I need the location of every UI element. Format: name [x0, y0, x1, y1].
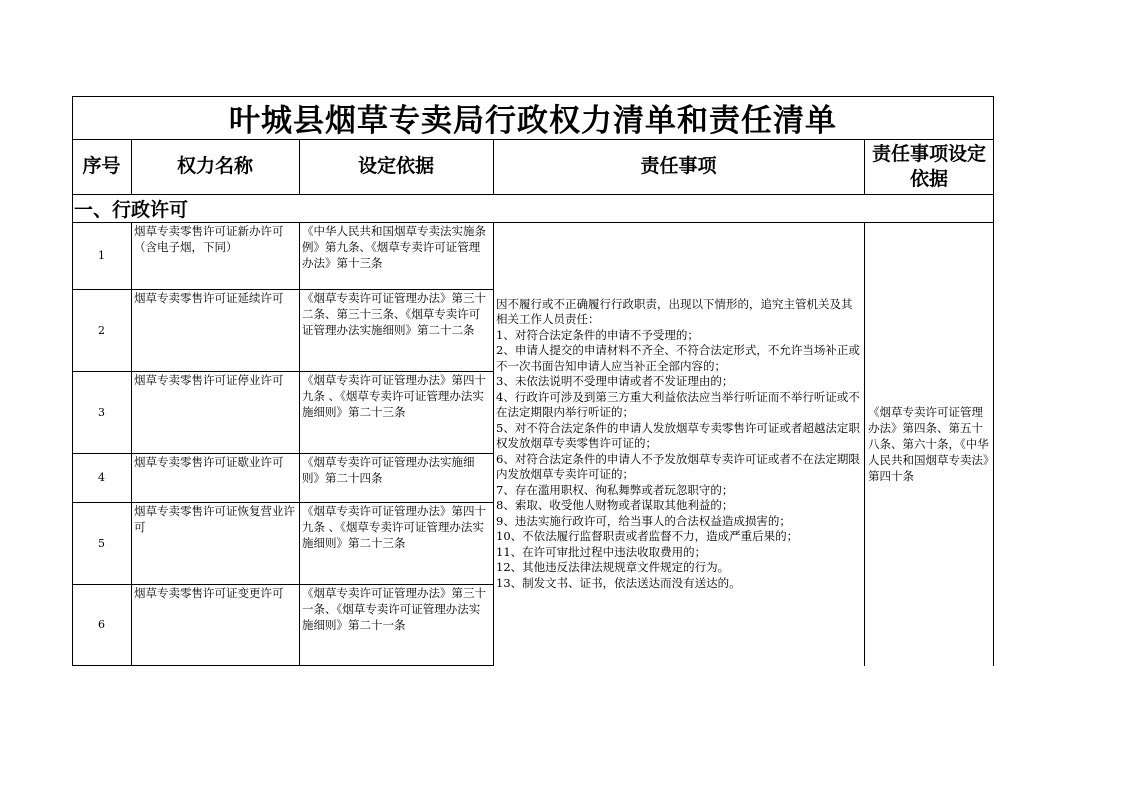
- responsibility-item: 13、制发文书、证书，依法送达而没有送达的。: [496, 575, 741, 590]
- section-title: 一、行政许可: [74, 198, 189, 221]
- grid-line: [72, 96, 73, 666]
- grid-line: [72, 222, 994, 223]
- row-power-name: 烟草专卖零售许可证变更许可: [134, 586, 284, 600]
- grid-line: [72, 665, 493, 666]
- row-seq: 3: [98, 405, 105, 419]
- header-responsibility: 责任事项: [640, 155, 717, 177]
- row-basis: 《烟草专卖许可证管理办法》第三十二条、第三十三条、《烟草专卖许可证管理办法实施细则》第二十二条: [302, 291, 486, 337]
- responsibility-item: 5、对不符合法定条件的申请人发放烟草专卖零售许可证或者超越法定职权发放烟草专卖零售许可证的；: [496, 420, 860, 451]
- grid-line: [72, 584, 493, 585]
- responsibility-intro: 因不履行或不正确履行行政职责，出现以下情形的，追究主管机关及其相关工作人员责任：: [496, 296, 853, 327]
- responsibility-item: 2、申请人提交的申请材料不齐全、不符合法定形式，不允许当场补正或不一次书面告知申请人应当补正全部内容的；: [496, 343, 860, 373]
- header-power-name: 权力名称: [176, 155, 253, 177]
- grid-line: [72, 371, 493, 372]
- grid-line: [864, 139, 865, 194]
- page-title: 叶城县烟草专卖局行政权力清单和责任清单: [229, 103, 837, 139]
- row-power-name: 烟草专卖零售许可证歇业许可: [134, 455, 284, 469]
- grid-line: [72, 139, 994, 140]
- responsibility-basis-text: 《烟草专卖许可证管理办法》第四条、第五十八条、第六十条，《中华人民共和国烟草专卖法》第四十条: [868, 405, 989, 483]
- responsibility-item: 4、行政许可涉及到第三方重大利益依法应当举行听证而不举行听证或不在法定期限内举行听证的；: [496, 389, 860, 420]
- row-basis: 《烟草专卖许可证管理办法》第四十九条 、《烟草专卖许可证管理办法实施细则》第二十三条: [302, 373, 486, 419]
- row-basis: 《烟草专卖许可证管理办法》第四十九条 、《烟草专卖许可证管理办法实施细则》第二十三条: [302, 504, 486, 550]
- grid-line: [131, 222, 132, 666]
- row-seq: 2: [98, 323, 105, 337]
- row-basis: 《烟草专卖许可证管理办法实施细则》第二十四条: [302, 455, 475, 485]
- grid-line: [493, 139, 494, 194]
- grid-line: [299, 222, 300, 666]
- responsibility-item: 11、在许可审批过程中违法收取费用的；: [496, 544, 707, 559]
- row-power-name: 烟草专卖零售许可证新办许可（含电子烟，下同）: [134, 224, 284, 254]
- grid-line: [72, 453, 493, 454]
- responsibility-item: 9、违法实施行政许可，给当事人的合法权益造成损害的；: [496, 513, 791, 528]
- responsibility-item: 12、其他违反法律法规规章文件规定的行为。: [496, 560, 730, 575]
- responsibility-item: 3、未依法说明不受理申请或者不发证理由的；: [496, 374, 734, 389]
- header-seq: 序号: [82, 155, 121, 177]
- grid-line: [72, 289, 493, 290]
- row-basis: 《烟草专卖许可证管理办法》第三十一条、《烟草专卖许可证管理办法实施细则》第二十一条: [302, 586, 486, 632]
- row-power-name: 烟草专卖零售许可证延续许可: [134, 291, 284, 305]
- row-power-name: 烟草专卖零售许可证停业许可: [134, 373, 284, 387]
- grid-line: [493, 222, 494, 666]
- row-seq: 5: [98, 536, 105, 550]
- responsibility-item: 6、对符合法定条件的申请人不予发放烟草专卖许可证或者不在法定期限内发放烟草专卖许可证的；: [496, 451, 860, 482]
- header-basis: 设定依据: [357, 155, 434, 177]
- header-responsibility-basis: 责任事项设定依据: [872, 142, 987, 190]
- row-power-name: 烟草专卖零售许可证恢复营业许可: [134, 504, 295, 534]
- grid-line: [72, 502, 493, 503]
- grid-line: [993, 96, 994, 666]
- grid-line: [72, 194, 994, 195]
- grid-line: [131, 139, 132, 194]
- grid-line: [299, 139, 300, 194]
- row-seq: 6: [98, 618, 105, 631]
- row-seq: 4: [98, 471, 105, 484]
- responsibility-basis-cell: [864, 222, 994, 666]
- responsibility-item: 7、存在滥用职权、徇私舞弊或者玩忽职守的；: [496, 482, 734, 497]
- responsibility-cell: [493, 222, 864, 666]
- row-seq: 1: [98, 249, 105, 262]
- row-basis: 《中华人民共和国烟草专卖法实施条例》第九条、《烟草专卖许可证管理办法》第十三条: [302, 224, 486, 270]
- responsibility-item: 8、索取、收受他人财物或者谋取其他利益的；: [496, 498, 734, 513]
- grid-line: [72, 96, 994, 97]
- power-responsibility-table: [72, 96, 994, 666]
- responsibility-item: 1、对符合法定条件的申请不予受理的；: [496, 327, 699, 342]
- grid-line: [864, 222, 865, 666]
- responsibility-item: 10、不依法履行监督职责或者监督不力，造成严重后果的；: [496, 529, 799, 544]
